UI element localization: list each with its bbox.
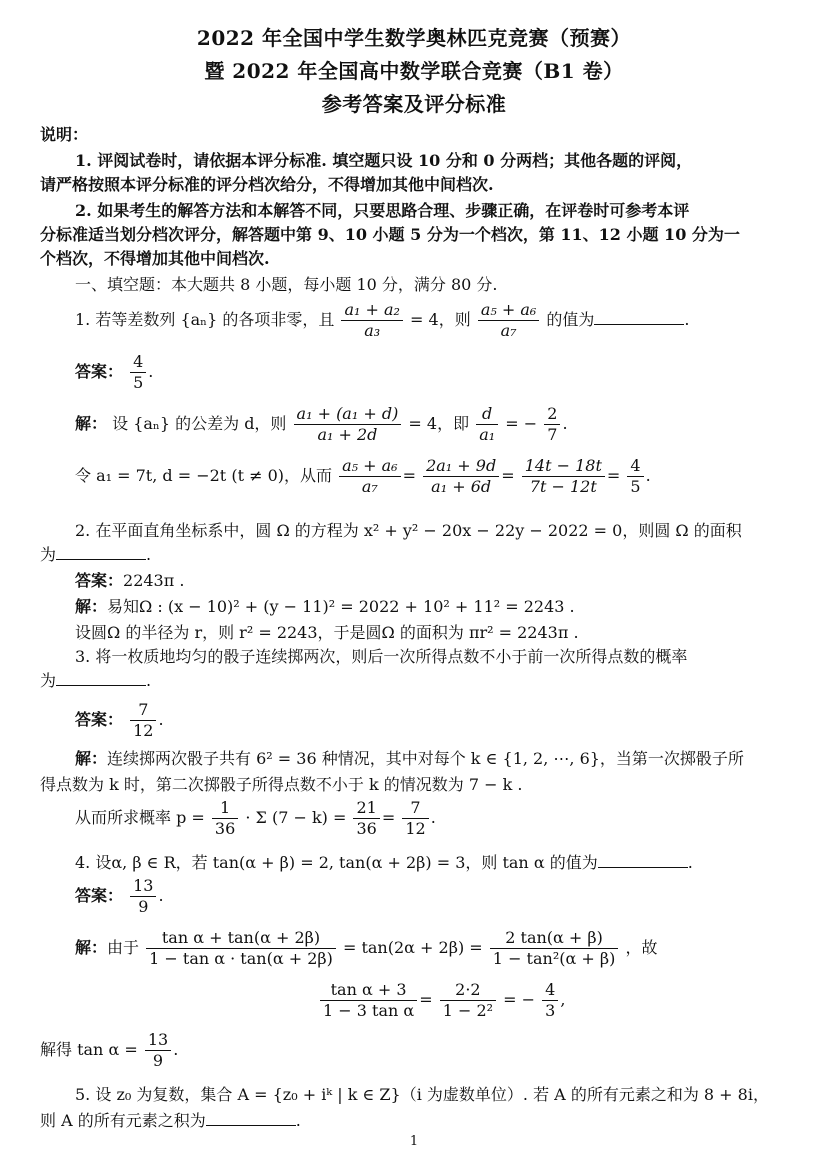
q4-solution-line-3: 解得 tan α = $\frac{13}{9}$ .	[40, 1030, 179, 1070]
question-1: 1. 若等差数列 {aₙ} 的各项非零，且 $\frac{\text{a₁ + a₂}}{\text{a₃}}$ = 4，则 $\frac{\text{a₅ + a₆}}{\text{a₇}}$ 的值为 .	[75, 300, 690, 340]
q5-stem-line-2: 则 A 的所有元素之积为 .	[40, 1111, 301, 1130]
q4-solution-line-2: $\frac{\text{tan α + 3}}{\text{1 − 3 tan α}}$ = $\frac{2\cdot 2}{\text{1 − 2²}}$ = − $\frac{4}{3}$ ,	[318, 980, 565, 1021]
q1-stem-c: 的值为	[546, 310, 595, 329]
q1-answer: 答案： $\frac{4}{5}$ .	[75, 352, 154, 392]
q2-answer: 答案：2243π .	[75, 571, 185, 590]
note-2c: 个档次，不得增加其他中间档次.	[40, 249, 270, 268]
q3-stem-b: 为 .	[40, 671, 152, 690]
q2-solution-line-2: 设圆Ω 的半径为 r，则 r² = 2243，于是圆Ω 的面积为 πr² = 2243π .	[75, 623, 579, 642]
q2-answer-blank	[56, 545, 146, 560]
q3-answer: 答案： $\frac{7}{12}$ .	[75, 700, 164, 740]
title-line-3: 参考答案及评分标准	[321, 92, 507, 116]
q3-solution-line-3: 从而所求概率 p = $\frac{1}{36}$ · Σ (7 − k) = $\frac{21}{36}$ = $\frac{7}{12}$ .	[75, 798, 436, 838]
section-heading: 一、填空题：本大题共 8 小题，每小题 10 分，满分 80 分.	[75, 275, 498, 294]
q1-stem-b: = 4，则	[410, 310, 471, 329]
note-2a: 2. 如果考生的解答方法和本解答不同，只要思路合理、步骤正确，在评卷时可参考本评	[75, 201, 690, 220]
q4-answer-blank	[598, 853, 688, 868]
note-1a: 1. 评阅试卷时，请依据本评分标准. 填空题只设 10 分和 0 分两档；其他各题的评阅，	[75, 151, 693, 170]
note-1b: 请严格按照本评分标准的评分档次给分，不得增加其他中间档次.	[40, 175, 494, 194]
q2-stem-a: 2. 在平面直角坐标系中，圆 Ω 的方程为 x² + y² − 20x − 22y − 2022 = 0，则圆 Ω 的面积	[75, 521, 742, 540]
q1-solution-line-2: 令 a₁ = 7t, d = −2t (t ≠ 0)，从而 $\frac{\text{a₅ + a₆}}{\text{a₇}}$ = $\frac{\text{2a₁ + 9d}}{\text{a₁ + 6d}}$ = $\frac{14t - 18t}{7t - 12t}$ = $\frac{4}{5}$ .	[75, 456, 651, 496]
q2-solution-line-1: 解：易知Ω : (x − 10)² + (y − 11)² = 2022 + 10² + 11² = 2243 .	[75, 597, 575, 616]
note-2b: 分标准适当划分档次评分，解答题中第 9、10 小题 5 分为一个档次，第 11、12 小题 10 分为一	[40, 225, 740, 244]
q1-fraction-1: $\frac{\text{a₁ + a₂}}{\text{a₃}}$	[341, 300, 402, 341]
q3-answer-blank	[56, 671, 146, 686]
q3-stem-a: 3. 将一枚质地均匀的骰子连续掷两次，则后一次所得点数不小于前一次所得点数的概率	[75, 647, 688, 666]
q5-stem-line-1: 5. 设 z₀ 为复数，集合 A = {z₀ + iᵏ | k ∈ Z}（i 为虚数单位）. 若 A 的所有元素之和为 8 + 8i，	[75, 1085, 769, 1104]
q2-stem-b: 为 .	[40, 545, 152, 564]
q1-stem-a: 1. 若等差数列 {aₙ} 的各项非零，且	[75, 310, 335, 329]
notes-heading: 说明：	[40, 125, 89, 144]
q1-solution-line-1: 解： 设 {aₙ} 的公差为 d，则 $\frac{\text{a₁ + (a₁ + d)}}{\text{a₁ + 2d}}$ = 4，即 $\frac{d}{\text{a₁}}$ = − $\frac{2}{7}$ .	[75, 404, 568, 444]
q4-solution-line-1: 解：由于 $\frac{\text{tan α + tan(α + 2β)}}{\text{1 − tan α · tan(α + 2β)}}$ = tan(2α + 2β) = $\frac{2 \tan(\alpha + \beta)}{\text{1 − tan²(α + β)}}$ ，故	[75, 928, 658, 968]
page-number: 1	[409, 1134, 419, 1149]
q1-answer-blank	[594, 310, 684, 325]
q4-answer: 答案： $\frac{13}{9}$ .	[75, 876, 164, 916]
title-line-2: 暨 2022 年全国高中数学联合竞赛（B1 卷）	[204, 59, 624, 83]
q4-stem: 4. 设α, β ∈ R，若 tan(α + β) = 2, tan(α + 2β) = 3，则 tan α 的值为 .	[75, 853, 693, 872]
title-line-1: 2022 年全国中学生数学奥林匹克竞赛（预赛）	[196, 26, 632, 50]
q1-answer-fraction: $\frac{4}{5}$	[130, 352, 146, 393]
q1-fraction-2: $\frac{\text{a₅ + a₆}}{\text{a₇}}$	[478, 300, 539, 341]
q3-solution-line-1: 解：连续掷两次骰子共有 6² = 36 种情况，其中对每个 k ∈ {1, 2, ⋯, 6}，当第一次掷骰子所	[75, 749, 744, 768]
q5-answer-blank	[206, 1111, 296, 1126]
q3-solution-line-2: 得点数为 k 时，第二次掷骰子所得点数不小于 k 的情况数为 7 − k .	[40, 775, 523, 794]
